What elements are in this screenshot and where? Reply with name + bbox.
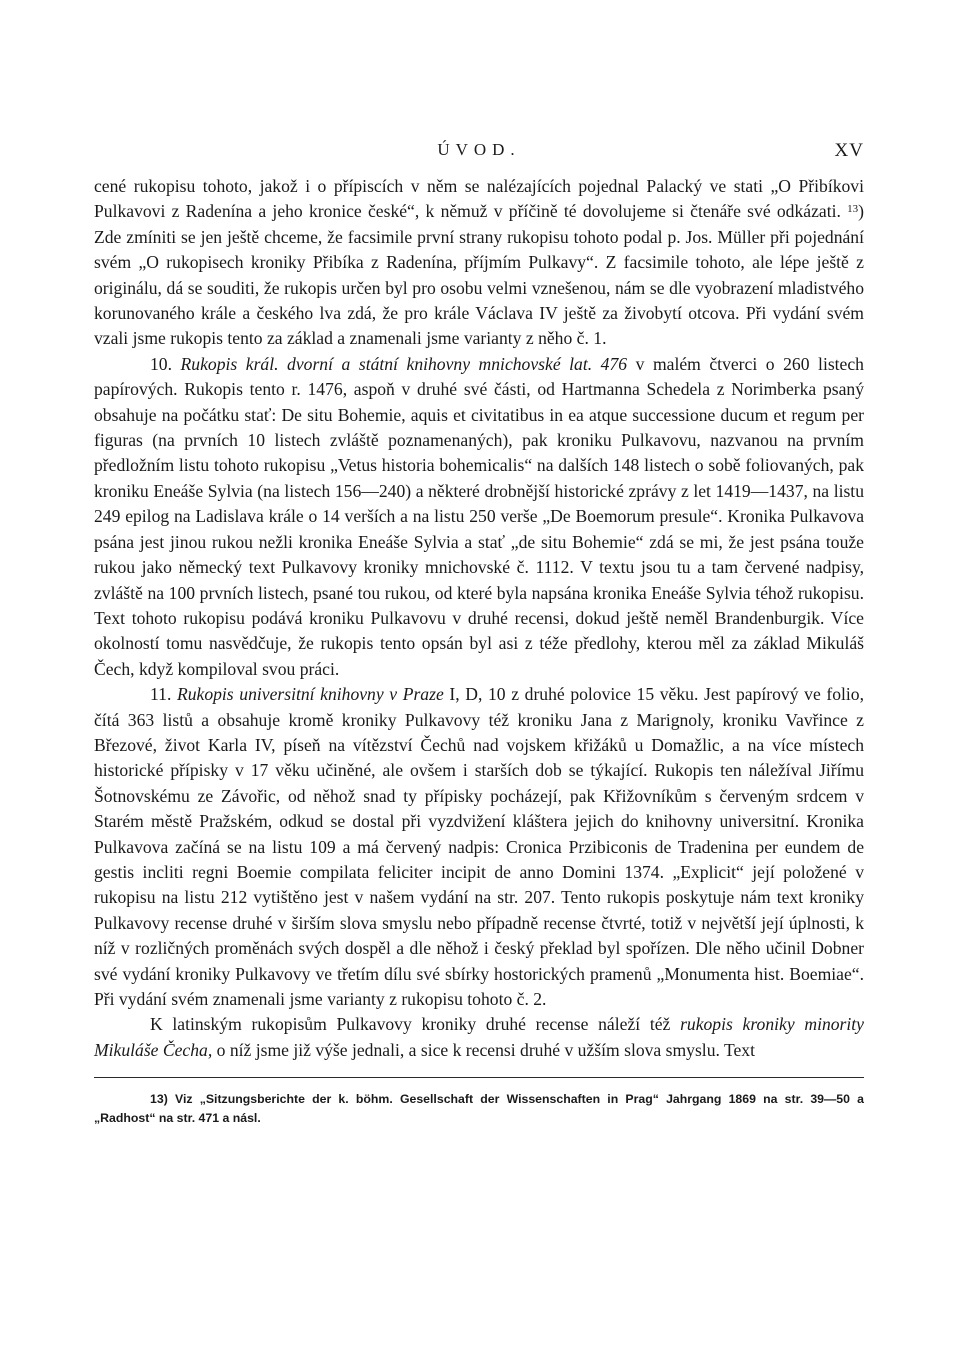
footnote-divider	[94, 1077, 864, 1078]
item-number: 10.	[150, 353, 172, 374]
paragraph-manuscript-10	[94, 352, 864, 682]
paragraph-text: o níž jsme již výše jednali, a sice k recensi druhé v užším slova smyslu. Text	[212, 1039, 755, 1060]
footnote-marker: 13	[150, 1092, 164, 1107]
item-number: 11.	[150, 684, 172, 705]
paragraph-text: cené rukopisu tohoto, jakož i o přípiscích v něm se nalézajících pojednal Palacký ve stati „O Přibíkovi Pulkavovi z Radenína a jeho kronice české“, k němuž v příčině té dovolujeme si čtenáře své odkázati.	[94, 176, 864, 222]
paragraph-latin-manuscripts	[94, 1012, 864, 1063]
page-header	[94, 140, 864, 174]
paragraph-continuation	[94, 174, 864, 352]
paragraph-text: v malém čtverci o 260 listech papírových. Rukopis tento r. 1476, aspoň v druhé své části, od Hartmanna Schedela z Norimberka psaný obsahuje na počátku stať: De situ Bohemie, aquis et civitatibus in ea atque successione ducum et regum per figuras (na prvních 10 listech zvláště poznamenaných), pak kroniku Pulkavovu, nazvanou na prvním předložním listu tohoto rukopisu „Vetus historia bohemicalis“ na dalších 148 listech o sobě foliovaných, pak kroniku Eneáše Sylvia (na listech 156—240) a některé drobnější historické zprávy z let 1419—1437, na listu 249 epilog na Ladislava krále o 14 verších a na listu 250 verše „De Boemorum presule“. Kronika Pulkavova psána jest jinou rukou nežli kronika Eneáše Sylvia a stať „de situ Bohemie“ zdá se mi, že jest psána touže rukou jako německý text Pulkavovy kroniky mnichovské č. 1112. V textu jsou tu a tam červené nadpisy, zvláště na 100 prvních listech, psané tou rukou, od které byla napsána kronika Eneáše Sylvia téhož rukopisu. Text tohoto rukopisu podává kroniku Pulkavovu v druhé recensi, dokud ještě neměl Brandenburgik. Více okolností tomu nasvědčuje, že rukopis tento opsán byl asi z téže předlohy, kterou měl za základ Mikuláš Čech, když kompiloval svou práci.	[94, 353, 864, 679]
paragraph-manuscript-11	[94, 682, 864, 1012]
footnote-text: ) Viz „Sitzungsberichte der k. böhm. Gesellschaft der Wissenschaften in Prag“ Jahrgang 1869 na str. 39—50 a „Radhost“ na str. 471 a násl.	[94, 1092, 864, 1126]
manuscript-title: Rukopis universitní knihovny v Praze	[176, 684, 444, 705]
running-title: ÚVOD.	[437, 140, 521, 159]
page	[94, 140, 864, 1128]
footnote-13	[94, 1090, 864, 1128]
manuscript-title: Rukopis král. dvorní a státní knihovny mnichovské lat. 476	[180, 353, 628, 374]
footnotes	[94, 1090, 864, 1128]
page-number: XV	[834, 140, 864, 161]
manuscript-title: rukopis kroniky minority Mikuláše Čecha,	[94, 1014, 864, 1060]
paragraph-text: K latinským rukopisům Pulkavovy kroniky druhé recense náleží též	[150, 1014, 681, 1035]
paragraph-text: I, D, 10 z druhé polovice 15 věku. Jest papírový ve folio, čítá 363 listů a obsahuje kromě kroniky Pulkavovy též kroniku Jana z Marignoly, kroniku Vavřince z Březové, život Karla IV, píseň na vítězství Čechů nad vojskem křižáků u Domažlic, a na více místech historické přípisky v 17 věku učiněné, ale ovšem i starších dob se týkající. Rukopis ten náležíval Jiřímu Šotnovskému ze Závořic, od něhož snad ty přípisky pocházejí, pak Křižovníkům s červeným srdcem v Starém městě Pražském, odkud se dostal při vyzdvižení kláštera jejich do knihovny universitní. Kronika Pulkavova začíná se na listu 109 a má červený nadpis: Cronica Przibiconis de Tradenina per eundem de gestis incliti regni Boemie compilata feliciter incipit de anno Domini 1374. „Explicit“ její položené v rukopisu na listu 212 vytištěno jest v našem vydání na str. 207. Tento rukopis poskytuje nám text kroniky Pulkavovy recense druhé v širším slova smyslu nebo případně recense čtvrté, totiž v největší její úplnosti, k níž v rozličných proměnách svých dospěl a dle něhož i český překlad byl spořízen. Dle něho učinil Dobner své vydání kroniky Pulkavovy ve třetím dílu své sbírky hostorických pramenů „Monumenta hist. Boemiae“. Při vydání svém znamenali jsme varianty z rukopisu tohoto č. 2.	[94, 684, 864, 1009]
footnote-reference: 13	[847, 203, 859, 216]
paragraph-text: ) Zde zmíniti se jen ještě chceme, že facsimile první strany rukopisu tohoto podal p. Jos. Müller při pojednání svém „O rukopisech kroniky Přibíka z Radenína, příjmím Pulkavy“. Z facsimile tohoto, ale lépe ještě z originálu, dá se souditi, že rukopis určen byl pro osobu velmi vznešenou, nám se dle vyobrazení mladistvého korunovaného krále a českého lva zdá, že pro krále Václava IV ještě za živobytí otcova. Při vydání svém vzali jsme rukopis tento za základ a znamenali jsme varianty z něho č. 1.	[94, 201, 864, 349]
body-text	[94, 174, 864, 1063]
